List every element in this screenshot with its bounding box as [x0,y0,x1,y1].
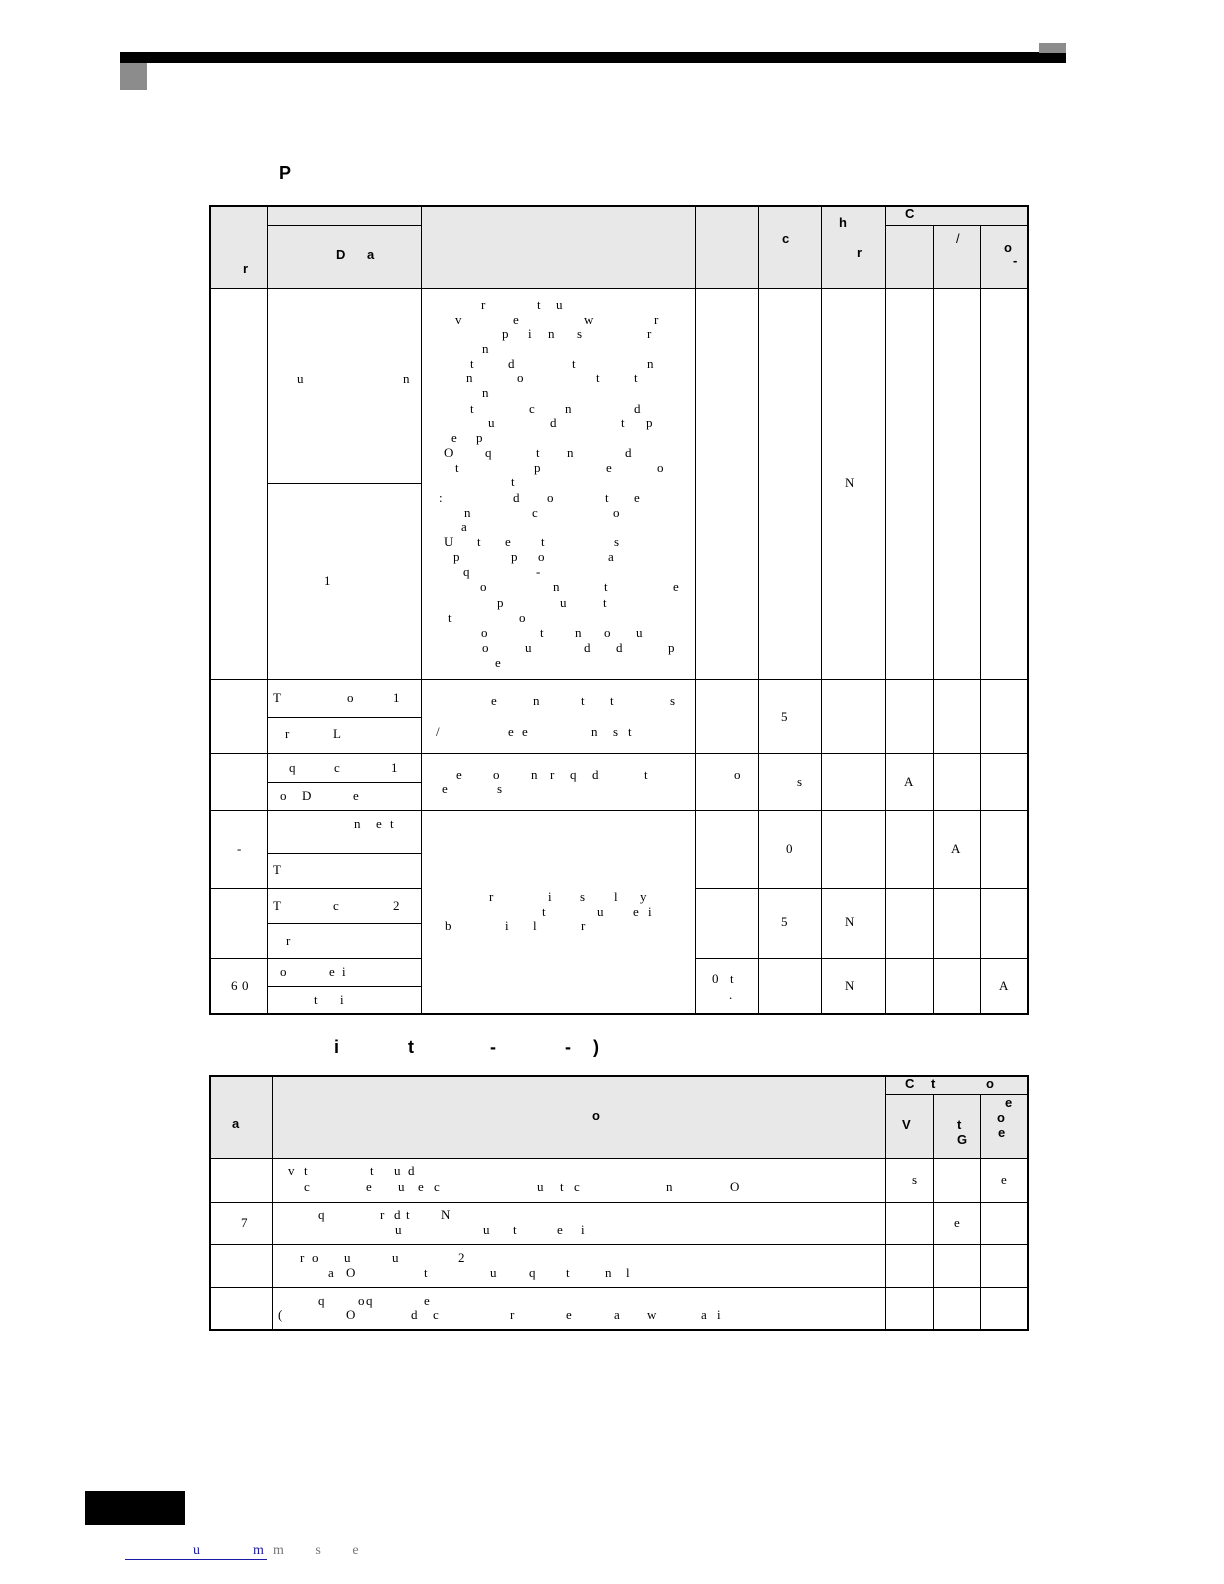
section1-title: P [279,163,292,183]
table2-body-text: v t t u d c e u e c u t c n O s e 7 q r d t N u u t e i e r o u u 2 a O t u q t n l q o q e ( O d c r e a w a i [241,1163,1007,1322]
table2-header-text: a o C t o V t G e o e [232,1076,1013,1147]
table1-body-text: r t u v e w r p i n s r n t d t n n o t t n t c n d u d t p e p O q t n d t p e o t : d o t e n c o a U t e t s p p o a q - o n t e p u t t o o t n o u o u d d p e u n 1 N T o 1 r L e n t t s / e e n s t 5 q c 1 o D e e o n r q d t e s o s A n e t - T 0 A T c 2 r r i s l y t u e i b i l r 5 N 6 0 o e i t i 0 t . N A [231,297,1009,1007]
table1-header-text: r D a c h r C / o - [243,206,1018,276]
footer-link-underline [125,1559,267,1560]
page-number-block [85,1491,185,1525]
